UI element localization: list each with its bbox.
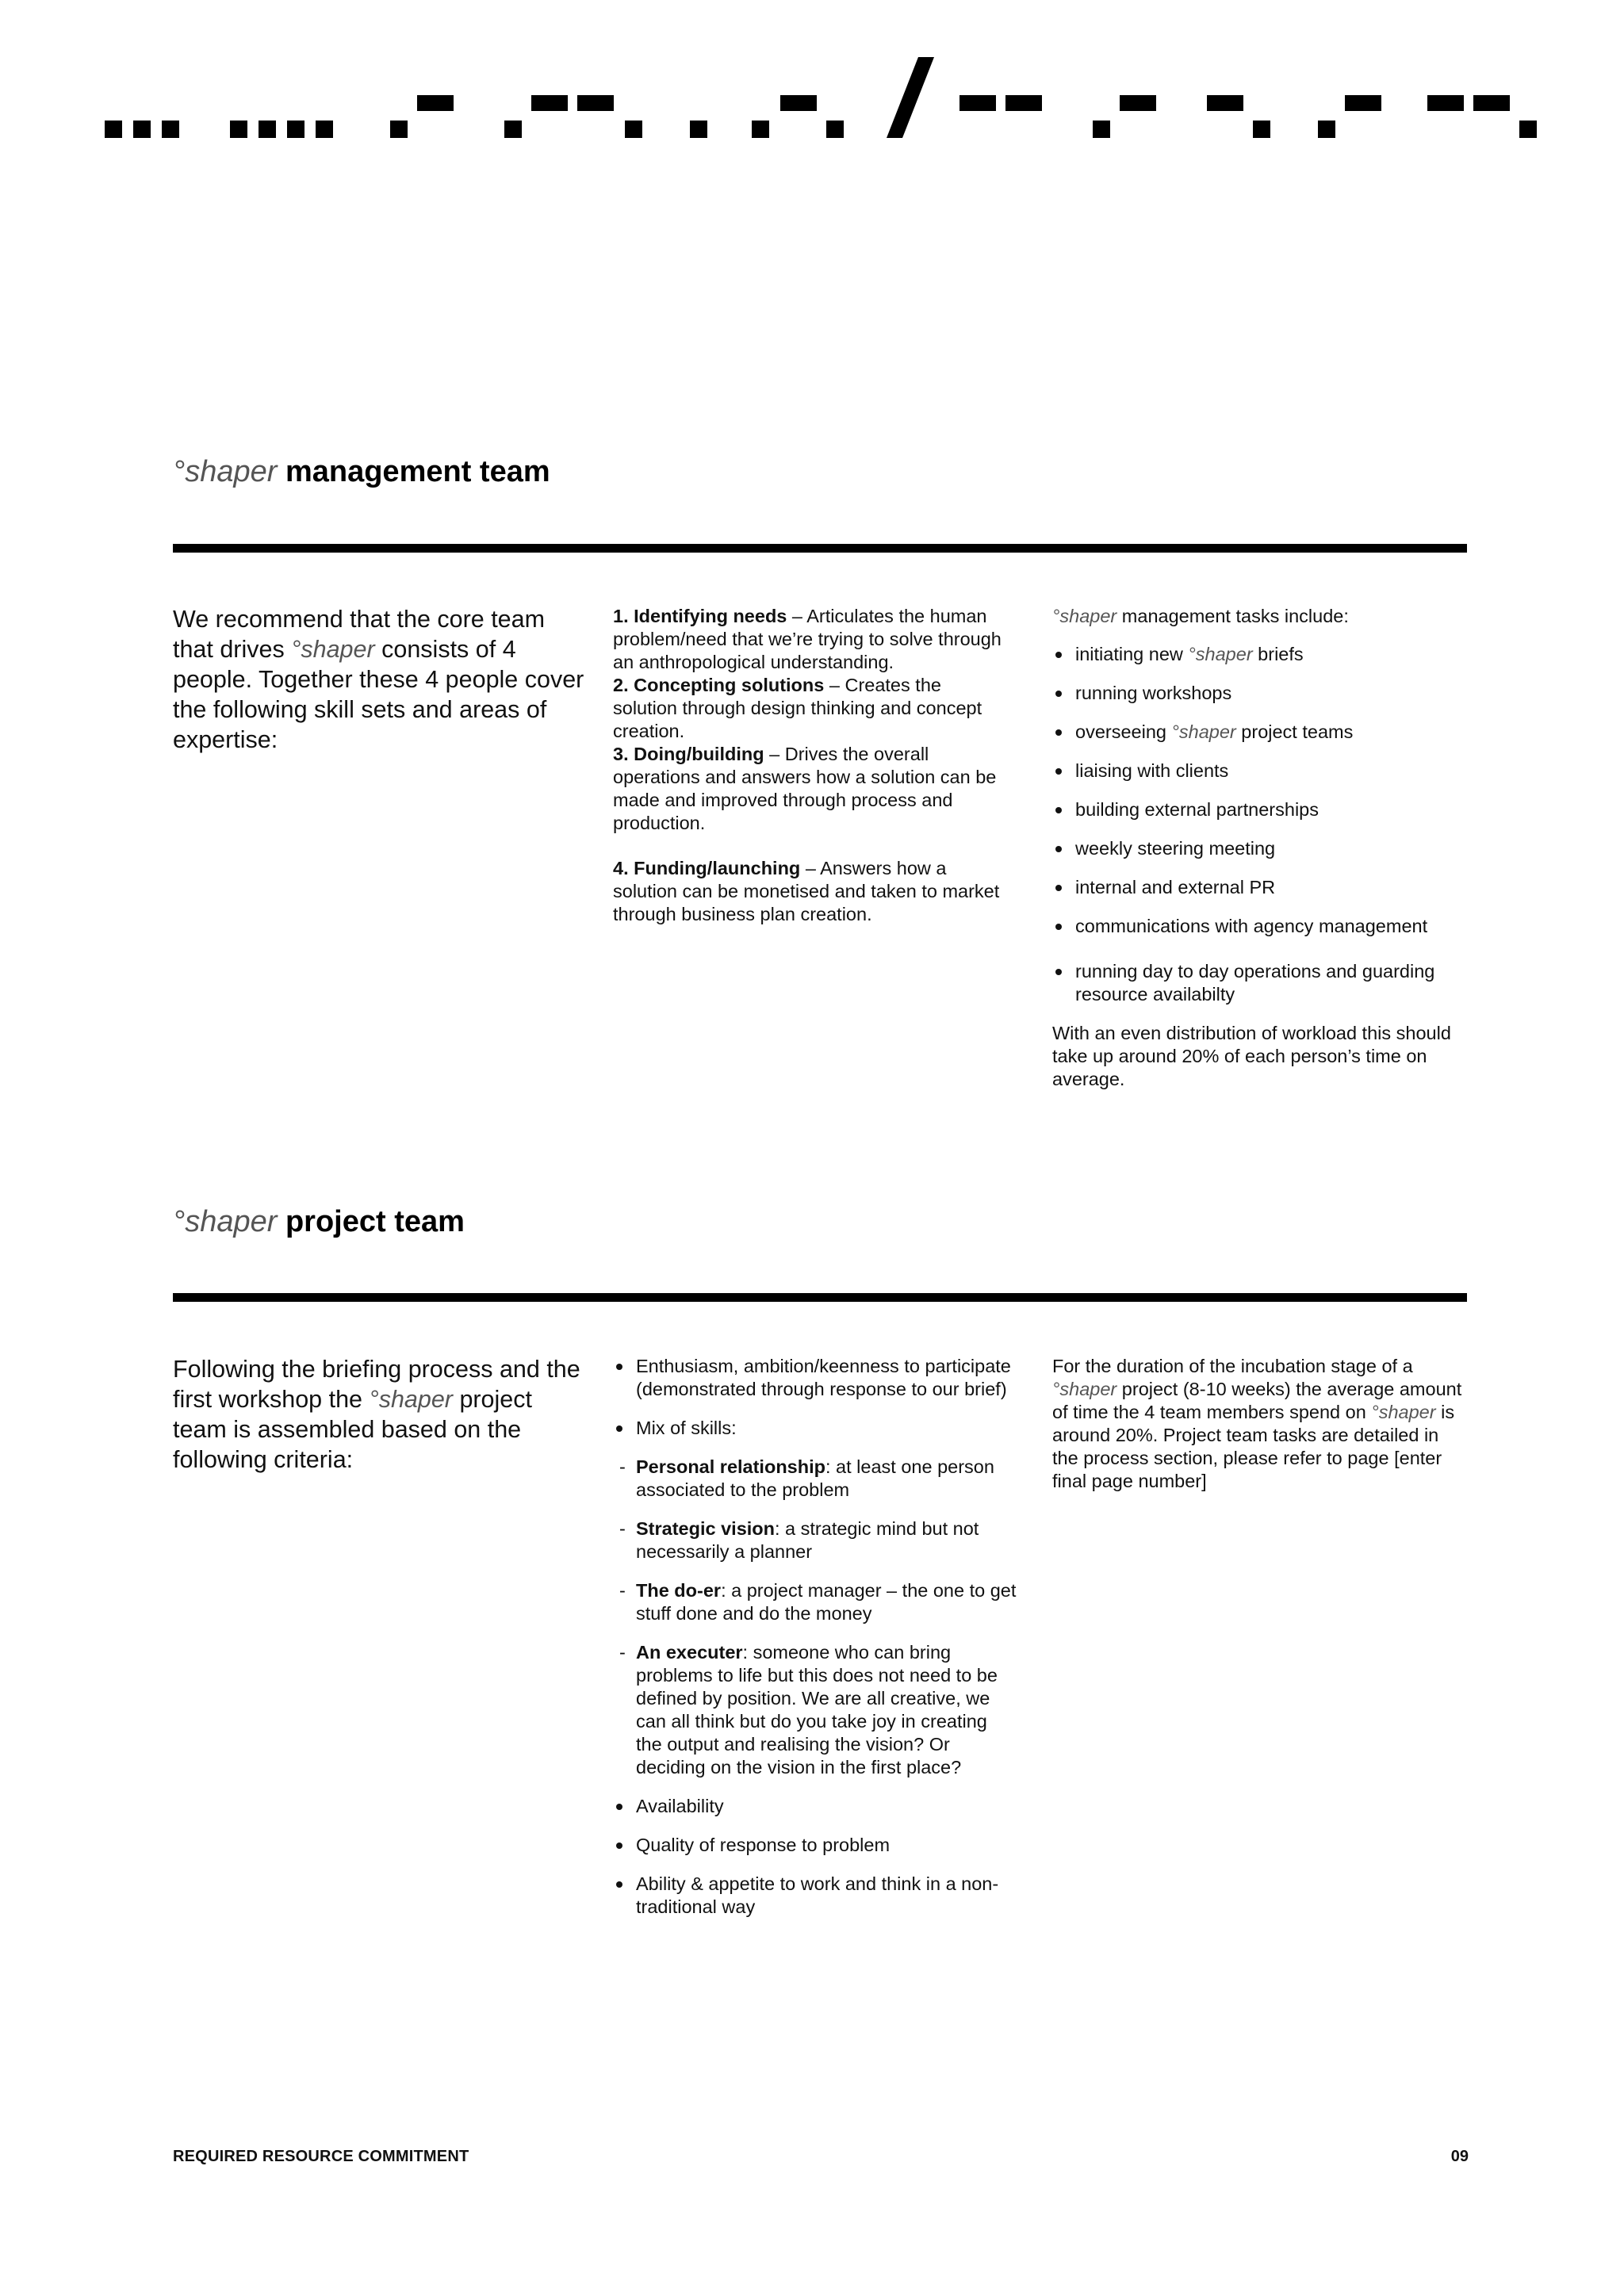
task-text: internal and external PR (1075, 877, 1276, 897)
criteria-label: An executer (636, 1642, 743, 1663)
duration-text-part: For the duration of the incubation stage of a (1052, 1356, 1413, 1376)
criteria-text: Quality of response to problem (636, 1835, 891, 1855)
list-item (1052, 876, 1465, 899)
task-text: project teams (1235, 721, 1354, 742)
task-text: running workshops (1075, 683, 1232, 703)
criteria-text: : a strategic mind but not necessarily a planner (636, 1518, 979, 1562)
list-item (613, 1517, 1017, 1563)
brand-name: °shaper (173, 1205, 278, 1238)
list-item (1052, 643, 1465, 666)
criteria-text: Enthusiasm, ambition/keenness to participate (demonstrated through response to our brief) (636, 1356, 1011, 1399)
skill-description: – Articulates the human problem/need that we’re trying to solve through an anthropological understanding. (613, 606, 1002, 672)
lead-text: consists of 4 people. Together these 4 people cover the following skill sets and areas of expertise: (173, 636, 584, 753)
duration-paragraph (1052, 1355, 1465, 1493)
tasks-list (1052, 643, 1465, 1006)
brand-name: °shaper (1171, 721, 1236, 742)
list-item (613, 1579, 1017, 1625)
skill-item (613, 605, 1009, 674)
skill-label: 4. Funding/launching (613, 858, 801, 878)
list-item (613, 1834, 1017, 1857)
list-item (613, 1873, 1017, 1919)
page-number: 09 (1450, 2148, 1469, 2165)
criteria-label: The do-er (636, 1580, 722, 1601)
brand-name: °shaper (1188, 644, 1253, 664)
skill-item (613, 743, 1009, 835)
task-text: running day to day operations and guarding resource availabilty (1075, 961, 1435, 1004)
brand-name: °shaper (369, 1386, 453, 1413)
lead-text: Following the briefing process and the first workshop the (173, 1356, 580, 1413)
task-text: liaising with clients (1075, 760, 1229, 781)
criteria-text: : at least one person associated to the problem (636, 1456, 994, 1500)
list-item (613, 1355, 1017, 1401)
list-item (613, 1641, 1017, 1779)
criteria-text: Availability (636, 1796, 724, 1816)
management-title-text: management team (285, 455, 550, 488)
criteria-list-column (613, 1355, 1017, 1934)
lead-text: project team is assembled based on the following criteria: (173, 1386, 532, 1473)
criteria-text: : a project manager – the one to get stuff done and do the money (636, 1580, 1017, 1624)
criteria-list (613, 1355, 1017, 1919)
project-title-text: project team (285, 1205, 465, 1238)
list-item (613, 1795, 1017, 1818)
criteria-label: Strategic vision (636, 1518, 775, 1539)
skill-description: – Creates the solution through design thinking and concept creation. (613, 675, 982, 741)
skill-item (613, 857, 1009, 926)
list-item (613, 1417, 1017, 1440)
list-item (613, 1456, 1017, 1502)
task-text: weekly steering meeting (1075, 838, 1276, 859)
task-text: briefs (1252, 644, 1304, 664)
skill-label: 1. Identifying needs (613, 606, 787, 626)
list-item (1052, 682, 1465, 705)
criteria-label: Personal relationship (636, 1456, 825, 1477)
project-team-title (173, 1205, 465, 1239)
skill-label: 3. Doing/building (613, 744, 764, 764)
workload-note: With an even distribution of workload this should take up around 20% of each person’s time on average. (1052, 1023, 1451, 1089)
criteria-text: Ability & appetite to work and think in a non-traditional way (636, 1873, 999, 1917)
task-text: overseeing (1075, 721, 1172, 742)
list-item (1052, 915, 1465, 938)
task-text: communications with agency management (1075, 916, 1428, 936)
list-item (1052, 837, 1465, 860)
morse-code-header (102, 51, 1545, 146)
duration-text-part: project (8-10 weeks) the average amount of time the 4 team members spend on (1052, 1379, 1462, 1422)
management-team-title (173, 455, 550, 489)
section-divider (173, 544, 1467, 553)
skill-description: – Answers how a solution can be monetised and taken to market through business plan creation. (613, 858, 1000, 924)
management-tasks (1052, 605, 1465, 1091)
skills-list (613, 605, 1009, 926)
list-item (1052, 760, 1465, 783)
brand-name: °shaper (291, 636, 375, 663)
management-lead-paragraph (173, 604, 585, 755)
brand-name: °shaper (1052, 1379, 1117, 1399)
list-item (1052, 960, 1465, 1006)
skill-description: – Drives the overall operations and answers how a solution can be made and improved through process and production. (613, 744, 997, 833)
section-divider (173, 1293, 1467, 1302)
skill-label: 2. Concepting solutions (613, 675, 825, 695)
task-text: initiating new (1075, 644, 1189, 664)
brand-name: °shaper (1371, 1402, 1436, 1422)
duration-text-part: is around 20%. Project team tasks are detailed in the process section, please refer to page [enter final page number] (1052, 1402, 1455, 1491)
project-lead-paragraph (173, 1354, 585, 1475)
list-item (1052, 798, 1465, 821)
criteria-text: : someone who can bring problems to life but this does not need to be defined by position. We are all creative, we can all think but do you take joy in creating the output and realising the vision? Or deciding on the vision in the first place? (636, 1642, 998, 1777)
morse-code-graphic-icon (102, 51, 1545, 146)
duration-text (1052, 1355, 1465, 1493)
list-item (1052, 721, 1465, 744)
criteria-text: Mix of skills: (636, 1418, 737, 1438)
tasks-intro-text: management tasks include: (1116, 606, 1349, 626)
brand-name: °shaper (1052, 606, 1117, 626)
brand-name: °shaper (173, 455, 278, 488)
skill-item (613, 674, 1009, 743)
task-text: building external partnerships (1075, 799, 1319, 820)
footer-section-label: REQUIRED RESOURCE COMMITMENT (173, 2148, 469, 2165)
lead-text: We recommend that the core team that drives (173, 606, 546, 663)
tasks-intro (1052, 605, 1465, 628)
